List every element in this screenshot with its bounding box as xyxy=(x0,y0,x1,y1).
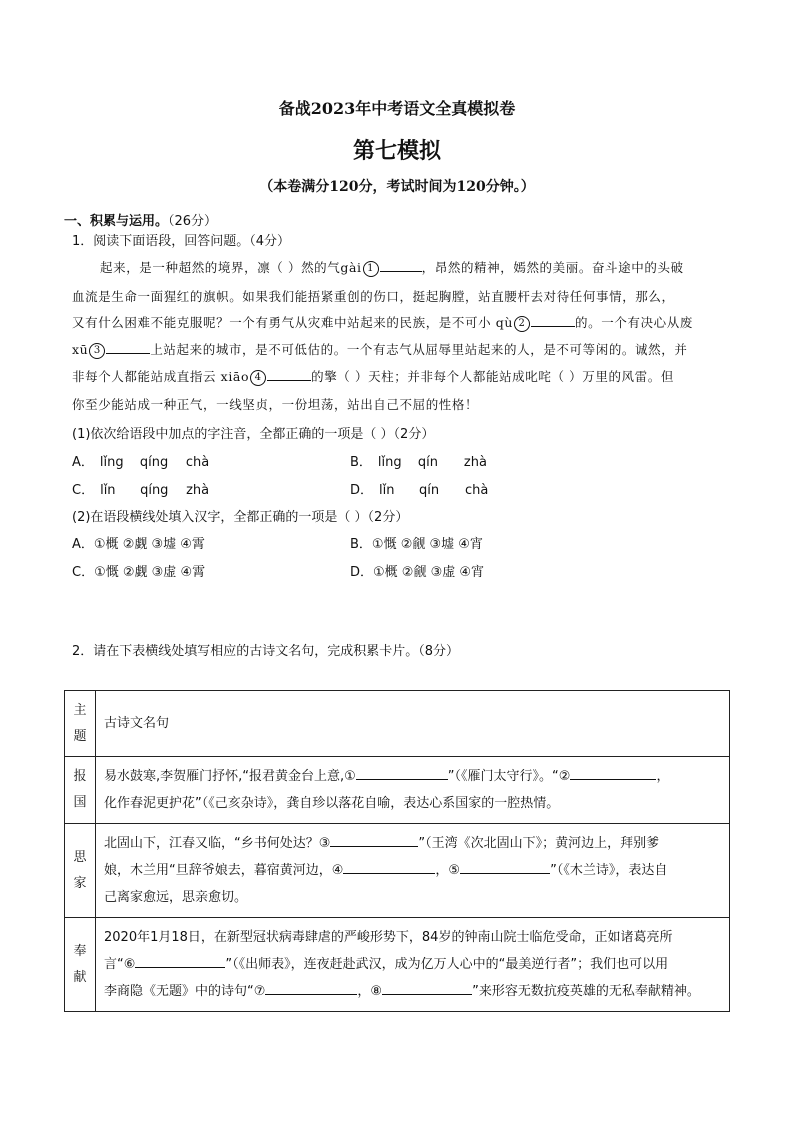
option-b[interactable]: B． lǐng qín zhà xyxy=(350,455,487,470)
theme-cell: 报 国 xyxy=(65,757,96,824)
question-2-stem: 2．请在下表横线处填写相应的古诗文名句，完成积累卡片。（8分） xyxy=(72,644,460,659)
passage-line: 起来，是一种超然的境界，凛（ ）然的气gài 1 ，昂然的精神，嫣然的美丽。奋斗途中的头破 xyxy=(100,260,684,275)
option-d[interactable]: D．①概 ②觎 ③虚 ④宵 xyxy=(350,565,485,580)
table-row xyxy=(65,824,730,918)
answer-blank[interactable] xyxy=(135,955,225,968)
content-cell: 北固山下，江春又临，“乡书何处达？③ ”（王湾《次北固山下》；黄河边上，拜别爹 娘，木兰用“旦辞爷娘去，暮宿黄河边，④ ，⑤ ”（《木兰诗》，表达自 己离家愈远，思亲愈切。 xyxy=(96,824,730,918)
content-header: 古诗文名句 xyxy=(96,691,730,757)
answer-blank[interactable] xyxy=(382,982,472,995)
table-row xyxy=(65,918,730,1012)
question-1-stem: 1．阅读下面语段，回答问题。（4分） xyxy=(72,234,291,249)
content-cell: 易水鼓寒,李贺雁门抒怀,“报君黄金台上意,① ”（《雁门太守行》。“② ， 化作春泥更护花”（《己亥杂诗》，龚自珍以落花自喻，表达心系国家的一腔热情。 xyxy=(96,757,730,824)
blank-number: 2 xyxy=(514,316,530,332)
theme-cell: 奉 献 xyxy=(65,918,96,1012)
option-c[interactable]: C．①慨 ②觑 ③虚 ④霄 xyxy=(72,565,206,580)
passage-line: xū 3 上站起来的城市，是不可低估的。一个有志气从屈辱里站起来的人，是不可等闲的。诚然，并 xyxy=(72,342,688,357)
page-title: 第七模拟 xyxy=(352,138,441,164)
answer-blank[interactable] xyxy=(531,314,575,327)
section-points: （26分） xyxy=(168,214,218,229)
option-d[interactable]: D． lǐn qín chà xyxy=(350,483,489,498)
option-b[interactable]: B．①慨 ②觎 ③墟 ④宵 xyxy=(350,537,483,552)
blank-number: 3 xyxy=(89,343,105,359)
section-heading-text: 一、积累与运用。 xyxy=(64,214,169,229)
theme-cell: 思 家 xyxy=(65,824,96,918)
answer-blank[interactable] xyxy=(267,368,311,381)
subquestion-1-prompt: (1)依次给语段中加点的字注音，全都正确的一项是（ ）（2分） xyxy=(72,427,435,442)
answer-blank[interactable] xyxy=(106,341,150,354)
table-row xyxy=(65,757,730,824)
blank-number: 1 xyxy=(363,261,379,277)
passage-line: 又有什么困难不能克服呢？一个有勇气从灾难中站起来的民族，是不可小 qù 2 的。一个有决心从废 xyxy=(72,315,693,330)
exam-note: （本卷满分120分，考试时间为120分钟。） xyxy=(259,179,535,195)
option-a[interactable]: A． lǐng qíng chà xyxy=(72,455,210,470)
answer-blank[interactable] xyxy=(356,767,448,780)
theme-header: 主 题 xyxy=(65,691,96,757)
answer-blank[interactable] xyxy=(330,834,418,847)
subquestion-2-prompt: (2)在语段横线处填入汉字，全都正确的一项是（ ）（2分） xyxy=(72,510,409,525)
passage-line: 非每个人都能站成直指云 xiāo 4 的擎（ ）天柱；并非每个人都能站成叱咤（ ）万里的风雷。但 xyxy=(72,369,674,384)
answer-blank[interactable] xyxy=(380,259,422,272)
answer-blank[interactable] xyxy=(460,861,550,874)
answer-blank[interactable] xyxy=(570,767,656,780)
option-c[interactable]: C． lǐn qíng zhà xyxy=(72,483,210,498)
answer-blank[interactable] xyxy=(265,982,357,995)
exam-series-title: 备战2023年中考语文全真模拟卷 xyxy=(278,99,516,118)
table-header-row xyxy=(65,691,730,757)
option-a[interactable]: A．①概 ②觑 ③墟 ④霄 xyxy=(72,537,205,552)
poetry-table xyxy=(64,690,730,1012)
section-heading xyxy=(64,210,217,229)
answer-blank[interactable] xyxy=(343,861,435,874)
passage-line: 血流是生命一面猩红的旗帜。如果我们能捂紧重创的伤口，挺起胸膛，站直腰杆去对待任何事情，那么， xyxy=(72,289,675,304)
passage-line: 你至少能站成一种正气，一线坚贞，一份坦荡，站出自己不屈的性格！ xyxy=(72,397,479,412)
content-cell: 2020年1月18日，在新型冠状病毒肆虐的严峻形势下，84岁的钟南山院士临危受命，正如诸葛亮所 言“⑥ ”（《出师表》，连夜赶赴武汉，成为亿万人心中的“最美逆行者”；我们也可以用 李商隐《无题》中的诗句“⑦ ，⑧ ”来形容无数抗疫英雄的无私奉献精神。 xyxy=(96,918,730,1012)
blank-number: 4 xyxy=(250,370,266,386)
